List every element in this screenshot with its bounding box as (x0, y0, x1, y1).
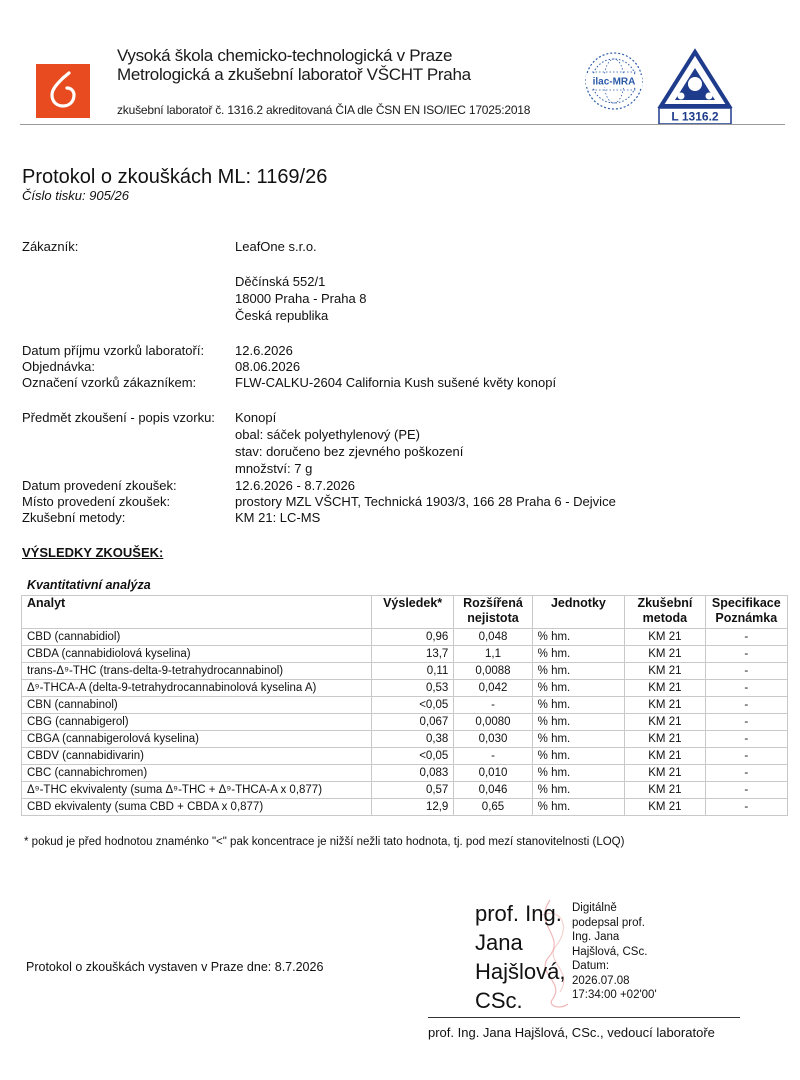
cell-analyte: CBN (cannabinol) (22, 697, 372, 714)
cell-spec: - (705, 680, 787, 697)
info-value-city: 18000 Praha - Praha 8 (235, 291, 367, 306)
digital-signature-line: podepsal prof. (572, 916, 645, 929)
signature-name-line: prof. Ing. (475, 901, 562, 926)
cell-result: 12,9 (371, 799, 453, 816)
issued-statement: Protokol o zkouškách vystaven v Praze dne: 8.7.2026 (26, 960, 324, 974)
cell-analyte: CBDV (cannabidivarin) (22, 748, 372, 765)
digital-signature-line: 17:34:00 +02'00' (572, 989, 657, 1001)
info-label-subject: Předmět zkoušení - popis vzorku: (22, 410, 215, 425)
header-divider (20, 124, 785, 125)
cell-method: KM 21 (625, 697, 705, 714)
table-row (22, 731, 788, 748)
table-row (22, 663, 788, 680)
table-row (22, 680, 788, 697)
info-label-customer: Zákazník: (22, 239, 79, 254)
cell-analyte: trans-Δ⁹-THC (trans-delta-9-tetrahydrocannabinol) (22, 663, 372, 680)
cell-result: 0,083 (371, 765, 453, 782)
header-accreditation: zkušební laboratoř č. 1316.2 akreditovaná ČIA dle ČSN EN ISO/IEC 17025:2018 (117, 103, 531, 117)
cell-units: % hm. (532, 782, 625, 799)
table-row (22, 629, 788, 646)
vscht-logo (36, 64, 90, 118)
cell-uncertainty: 0,048 (454, 629, 532, 646)
digital-signature-line: Datum: (572, 960, 610, 972)
cell-result: 0,96 (371, 629, 453, 646)
signature-name-line: Jana (475, 930, 523, 955)
cell-method: KM 21 (625, 799, 705, 816)
cell-spec: - (705, 765, 787, 782)
cell-units: % hm. (532, 731, 625, 748)
digital-signature-line: Hajšlová, CSc. (572, 945, 648, 958)
col-header-uncertainty-line1: Rozšířená (463, 596, 523, 610)
cell-units: % hm. (532, 799, 625, 816)
cell-analyte: CBGA (cannabigerolová kyselina) (22, 731, 372, 748)
cell-uncertainty: - (454, 748, 532, 765)
cell-uncertainty: 0,0080 (454, 714, 532, 731)
col-header-spec-line2: Poznámka (715, 611, 778, 625)
cell-units: % hm. (532, 663, 625, 680)
cell-method: KM 21 (625, 680, 705, 697)
cell-units: % hm. (532, 748, 625, 765)
cell-uncertainty: 0,046 (454, 782, 532, 799)
signature-block (475, 896, 675, 1016)
cell-uncertainty: 0,042 (454, 680, 532, 697)
cell-units: % hm. (532, 680, 625, 697)
cell-analyte: CBD (cannabidiol) (22, 629, 372, 646)
col-header-method-line2: metoda (642, 611, 688, 625)
cell-spec: - (705, 697, 787, 714)
cell-method: KM 21 (625, 731, 705, 748)
cell-uncertainty: 1,1 (454, 646, 532, 663)
results-table-header (22, 596, 788, 629)
results-subheading: Kvantitativní analýza (27, 578, 151, 592)
signer-name: prof. Ing. Jana Hajšlová, CSc., vedoucí laboratoře (428, 1025, 715, 1040)
header-laboratory: Metrologická a zkušební laboratoř VŠCHT Praha (117, 65, 471, 84)
cell-spec: - (705, 663, 787, 680)
page-title: Protokol o zkouškách ML: 1169/26 (22, 166, 328, 188)
info-label-received: Datum příjmu vzorků laboratoří: (22, 343, 205, 358)
info-label-order: Objednávka: (22, 359, 95, 374)
col-header-method (625, 596, 705, 629)
cell-uncertainty: 0,0088 (454, 663, 532, 680)
info-value-sample-id: FLW-CALKU-2604 California Kush sušené květy konopí (235, 375, 557, 390)
info-value-country: Česká republika (235, 308, 329, 323)
signature-name-line: Hajšlová, (475, 959, 566, 984)
ilac-globe-icon (583, 50, 645, 112)
print-number: Číslo tisku: 905/26 (22, 188, 129, 203)
results-footnote: * pokud je před hodnotou znaménko "<" pak koncentrace je nižší nežli tato hodnota, tj. pod mezí stanovitelnosti (LOQ) (24, 836, 625, 848)
info-label-test-methods: Zkušební metody: (22, 510, 126, 525)
cia-triangle-icon (657, 48, 733, 126)
cell-result: 0,57 (371, 782, 453, 799)
info-value-test-dates: 12.6.2026 - 8.7.2026 (235, 478, 355, 493)
cell-spec: - (705, 782, 787, 799)
cell-result: 13,7 (371, 646, 453, 663)
col-header-method-line1: Zkušební (637, 596, 693, 610)
cell-analyte: Δ⁹-THC ekvivalenty (suma Δ⁹-THC + Δ⁹-THCA-A x 0,877) (22, 782, 372, 799)
digital-signature (572, 901, 657, 1003)
cell-uncertainty: 0,030 (454, 731, 532, 748)
col-header-uncertainty-line2: nejistota (467, 611, 519, 625)
results-table (21, 595, 788, 816)
signature-name-line: CSc. (475, 988, 523, 1013)
cell-spec: - (705, 799, 787, 816)
cell-method: KM 21 (625, 629, 705, 646)
cell-method: KM 21 (625, 782, 705, 799)
info-value-street: Děčínská 552/1 (235, 274, 326, 289)
vscht-logo-icon (36, 64, 90, 118)
table-row (22, 765, 788, 782)
header-institution: Vysoká škola chemicko-technologická v Praze (117, 46, 453, 65)
cell-result: 0,53 (371, 680, 453, 697)
cell-result: 0,11 (371, 663, 453, 680)
table-row (22, 748, 788, 765)
table-row (22, 646, 788, 663)
cell-result: <0,05 (371, 748, 453, 765)
cell-uncertainty: - (454, 697, 532, 714)
signature-name (475, 899, 565, 1015)
cell-result: <0,05 (371, 697, 453, 714)
cia-logo (657, 48, 733, 126)
cell-result: 0,38 (371, 731, 453, 748)
info-value-packaging: obal: sáček polyethylenový (PE) (235, 427, 420, 442)
info-value-received: 12.6.2026 (235, 343, 293, 358)
signature-line (428, 1017, 740, 1018)
col-header-spec-line1: Specifikace (711, 596, 781, 610)
ilac-text: ilac-MRA (592, 76, 636, 88)
cell-units: % hm. (532, 697, 625, 714)
table-row (22, 714, 788, 731)
cia-code: L 1316.2 (671, 109, 719, 124)
cell-uncertainty: 0,65 (454, 799, 532, 816)
cell-spec: - (705, 646, 787, 663)
table-row (22, 799, 788, 816)
cell-analyte: CBG (cannabigerol) (22, 714, 372, 731)
table-row (22, 782, 788, 799)
info-value-test-place: prostory MZL VŠCHT, Technická 1903/3, 166 28 Praha 6 - Dejvice (235, 494, 616, 509)
cell-units: % hm. (532, 629, 625, 646)
digital-signature-line: Digitálně (572, 902, 617, 914)
col-header-result: Výsledek* (371, 596, 453, 629)
cell-units: % hm. (532, 646, 625, 663)
cell-analyte: CBD ekvivalenty (suma CBD + CBDA x 0,877) (22, 799, 372, 816)
ilac-mra-logo (583, 50, 645, 112)
cell-method: KM 21 (625, 748, 705, 765)
cell-result: 0,067 (371, 714, 453, 731)
cell-spec: - (705, 748, 787, 765)
info-value-condition: stav: doručeno bez zjevného poškození (235, 444, 464, 459)
cell-method: KM 21 (625, 765, 705, 782)
col-header-uncertainty (454, 596, 532, 629)
results-heading: VÝSLEDKY ZKOUŠEK: (22, 545, 164, 560)
cell-analyte: CBC (cannabichromen) (22, 765, 372, 782)
digital-signature-line: Ing. Jana (572, 931, 620, 943)
cell-units: % hm. (532, 714, 625, 731)
info-value-subject: Konopí (235, 410, 277, 425)
cell-analyte: Δ⁹-THCA-A (delta-9-tetrahydrocannabinolová kyselina A) (22, 680, 372, 697)
col-header-units: Jednotky (532, 596, 625, 629)
cell-spec: - (705, 731, 787, 748)
info-label-test-place: Místo provedení zkoušek: (22, 494, 171, 509)
cell-analyte: CBDA (cannabidiolová kyselina) (22, 646, 372, 663)
cell-uncertainty: 0,010 (454, 765, 532, 782)
cell-method: KM 21 (625, 646, 705, 663)
digital-signature-line: 2026.07.08 (572, 974, 630, 987)
info-value-order: 08.06.2026 (235, 359, 301, 374)
cell-spec: - (705, 629, 787, 646)
col-header-spec (705, 596, 787, 629)
info-label-test-dates: Datum provedení zkoušek: (22, 478, 177, 493)
info-value-test-methods: KM 21: LC-MS (235, 510, 321, 525)
cell-units: % hm. (532, 765, 625, 782)
cell-method: KM 21 (625, 714, 705, 731)
cell-spec: - (705, 714, 787, 731)
cell-method: KM 21 (625, 663, 705, 680)
col-header-analyte: Analyt (22, 596, 372, 629)
info-value-customer: LeafOne s.r.o. (235, 239, 317, 254)
info-label-sample-id: Označení vzorků zákazníkem: (22, 375, 197, 390)
info-value-quantity: množství: 7 g (235, 461, 313, 476)
table-row (22, 697, 788, 714)
